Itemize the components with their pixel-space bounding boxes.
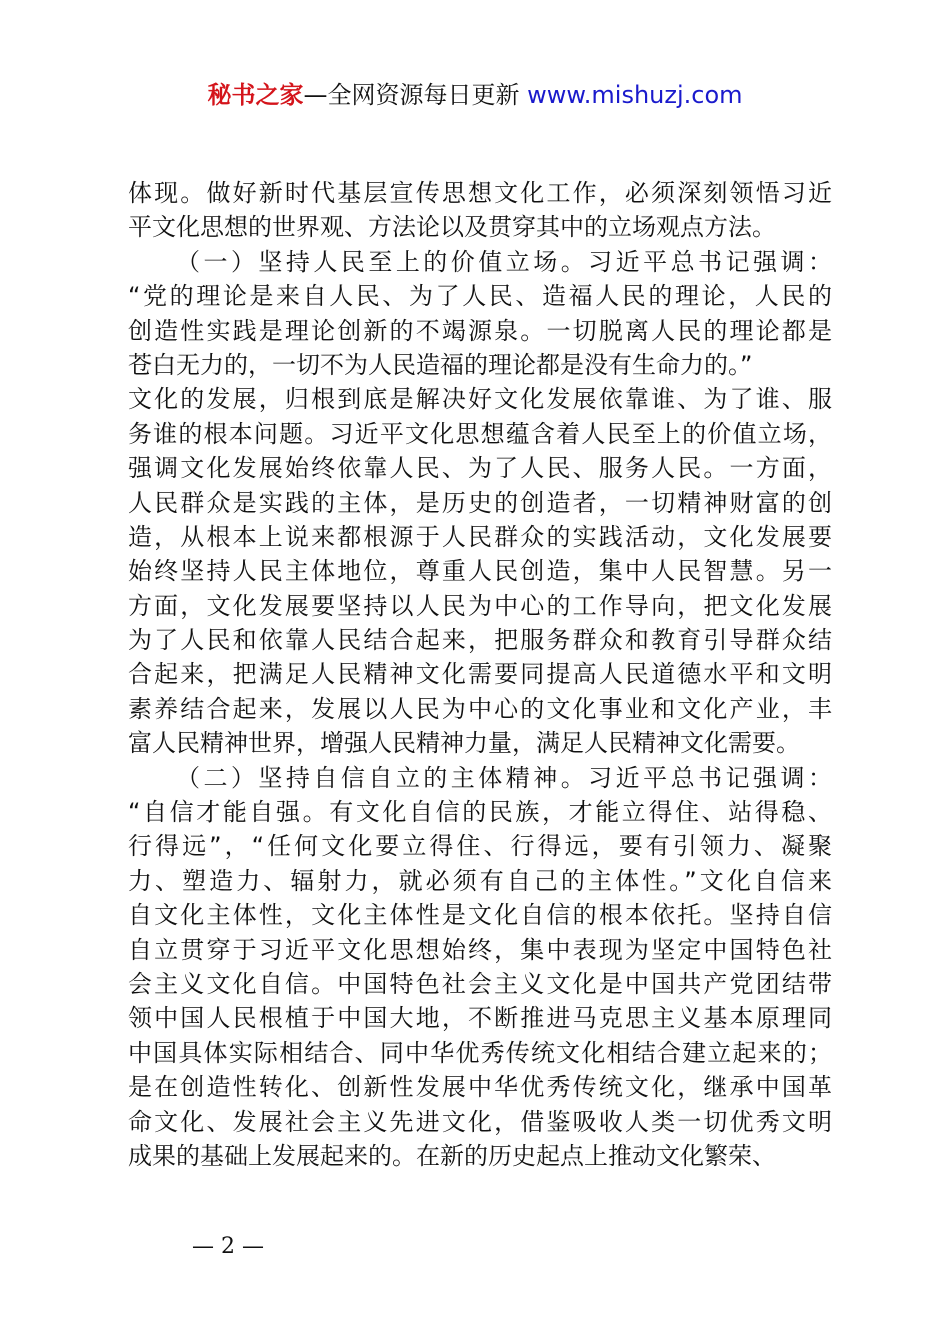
text-line: 合起来，把满足人民精神文化需要同提高人民道德水平和文明 [128,660,832,689]
text-line: 自文化主体性，文化主体性是文化自信的根本依托。坚持自信 [128,901,832,930]
text-line: 体现。做好新时代基层宣传思想文化工作，必须深刻领悟习近 [128,179,832,207]
text-line: 为了人民和依靠人民结合起来，把服务群众和教育引导群众结 [128,626,832,655]
text-line: 是在创造性转化、创新性发展中华优秀传统文化，继承中国革 [128,1073,832,1102]
text-line: 自立贯穿于习近平文化思想始终，集中表现为坚定中国特色社 [128,935,832,964]
section-heading-line: （一）坚持人民至上的价值立场。习近平总书记强调： [176,247,832,276]
text-line: 方面，文化发展要坚持以人民为中心的工作导向，把文化发展 [128,591,832,620]
header-url[interactable]: www.mishuzj.com [527,81,743,109]
text-line: 造，从根本上说来都根源于人民群众的实践活动，文化发展要 [128,522,832,551]
text-line: 领中国人民根植于中国大地，不断推进马克思主义基本原理同 [128,1004,832,1033]
text-line: 富人民精神世界，增强人民精神力量，满足人民精神文化需要。 [128,729,800,758]
text-line: “自信才能自强。有文化自信的民族，才能立得住、站得稳、 [128,798,832,827]
page-number: — 2 — [192,1234,264,1259]
text-line: “党的理论是来自人民、为了人民、造福人民的理论，人民的 [128,282,832,311]
text-line: 中国具体实际相结合、同中华优秀传统文化相结合建立起来的； [128,1038,832,1067]
section-heading-line: （二）坚持自信自立的主体精神。习近平总书记强调： [176,763,832,792]
text-line: 始终坚持人民主体地位，尊重人民创造，集中人民智慧。另一 [128,557,832,586]
text-line: 务谁的根本问题。习近平文化思想蕴含着人民至上的价值立场， [128,419,832,448]
text-line: 创造性实践是理论创新的不竭源泉。一切脱离人民的理论都是 [128,316,832,345]
header-slogan: —全网资源每日更新 [303,81,520,109]
text-line: 成果的基础上发展起来的。在新的历史起点上推动文化繁荣、 [128,1141,776,1170]
text-line: 人民群众是实践的主体，是历史的创造者，一切精神财富的创 [128,488,832,517]
text-line: 命文化、发展社会主义先进文化，借鉴吸收人类一切优秀文明 [128,1107,832,1136]
text-line: 素养结合起来，发展以人民为中心的文化事业和文化产业，丰 [128,694,832,723]
brand-name: 秘书之家 [207,81,304,109]
text-line: 力、塑造力、辐射力，就必须有自己的主体性。”文化自信来 [128,866,832,895]
text-line: 行得远”，“任何文化要立得住、行得远，要有引领力、凝聚 [128,832,832,861]
document-body [128,176,832,1173]
text-line: 平文化思想的世界观、方法论以及贯穿其中的立场观点方法。 [128,213,776,242]
site-header [0,78,950,112]
text-line: 会主义文化自信。中国特色社会主义文化是中国共产党团结带 [128,969,832,998]
text-line: 苍白无力的，一切不为人民造福的理论都是没有生命力的。” [128,350,753,379]
text-line: 文化的发展，归根到底是解决好文化发展依靠谁、为了谁、服 [128,385,832,414]
text-line: 强调文化发展始终依靠人民、为了人民、服务人民。一方面， [128,454,832,483]
